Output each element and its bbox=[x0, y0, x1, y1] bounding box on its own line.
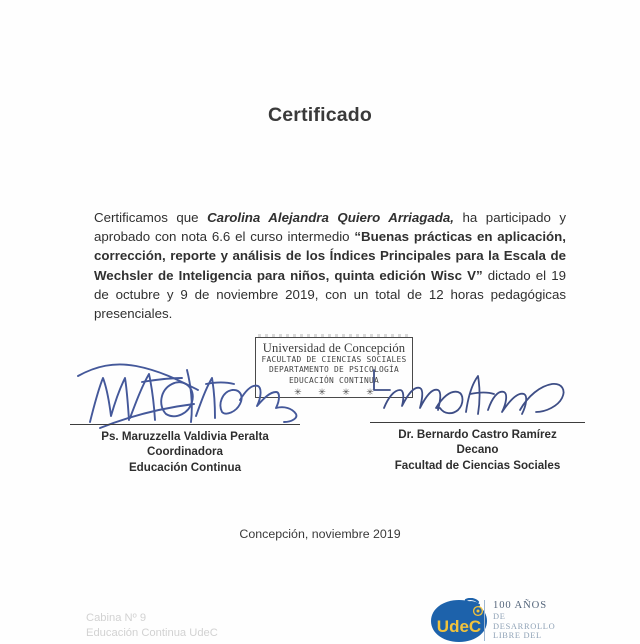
body-middle-1: ha participado y aprobado con nota 6.6 el curso intermedio bbox=[94, 210, 567, 245]
signatory-name-dean: Dr. Bernardo Castro Ramírez bbox=[398, 428, 557, 441]
signature-block-dean bbox=[370, 427, 585, 473]
signature-block-coordinator bbox=[70, 429, 300, 475]
signature-ink-coordinator bbox=[70, 360, 300, 430]
watermark-line-2: Educación Continua UdeC bbox=[86, 627, 218, 639]
logo-tagline-2: DE bbox=[493, 612, 506, 621]
stamp-stars: ✳ ✳ ✳ ✳ bbox=[294, 387, 381, 398]
footer-watermark bbox=[86, 611, 218, 641]
logo-tagline-4: LIBRE DEL bbox=[493, 631, 542, 641]
signature-ink-dean bbox=[370, 368, 585, 424]
signature-line-dean bbox=[370, 422, 585, 423]
udec-wordmark: UdeC bbox=[436, 617, 482, 636]
logo-tagline-3: DESARROLLO bbox=[493, 621, 556, 631]
signatory-unit-coordinator: Educación Continua bbox=[128, 460, 242, 474]
recipient-name: Carolina Alejandra Quiero Arriagada, bbox=[207, 210, 455, 225]
course-name: “Buenas prácticas en aplicación, corrección, reporte y análisis de los Índices Principales para la Escala de Wechsler de Inteligencia para niños, quinta edición Wisc V” bbox=[94, 229, 566, 283]
place-and-date: Concepción, noviembre 2019 bbox=[239, 527, 401, 541]
page-title: Certificado bbox=[267, 104, 373, 126]
watermark-line-1: Cabina Nº 9 bbox=[86, 612, 147, 624]
udec-logo-mark bbox=[428, 598, 490, 644]
stamp-faculty: FACULTAD DE CIENCIAS SOCIALES bbox=[261, 355, 407, 364]
signatory-role-dean: Decano bbox=[456, 443, 499, 457]
body-middle-2: dictado el 19 de octubre y 9 de noviembre 2019, con un total de 12 horas pedagógicas presenciales. bbox=[94, 267, 566, 322]
signatory-name-coordinator: Ps. Maruzzella Valdivia Peralta bbox=[101, 430, 269, 443]
udec-logo bbox=[428, 596, 608, 644]
signature-line-coordinator bbox=[70, 424, 300, 425]
logo-tagline-1: 100 AÑOS bbox=[493, 600, 547, 611]
stamp-university-name: Universidad de Concepción bbox=[262, 341, 406, 355]
stamp-department: DEPARTAMENTO DE PSICOLOGÍA bbox=[268, 365, 399, 375]
signatory-role-coordinator: Coordinadora bbox=[146, 445, 223, 459]
certificate-body bbox=[94, 208, 566, 323]
signatory-unit-dean: Facultad de Ciencias Sociales bbox=[394, 458, 561, 472]
body-prefix: Certificamos que bbox=[94, 210, 208, 225]
udec-logo-tagline bbox=[484, 600, 555, 641]
stamp-unit: EDUCACIÓN CONTINUA bbox=[288, 375, 379, 385]
